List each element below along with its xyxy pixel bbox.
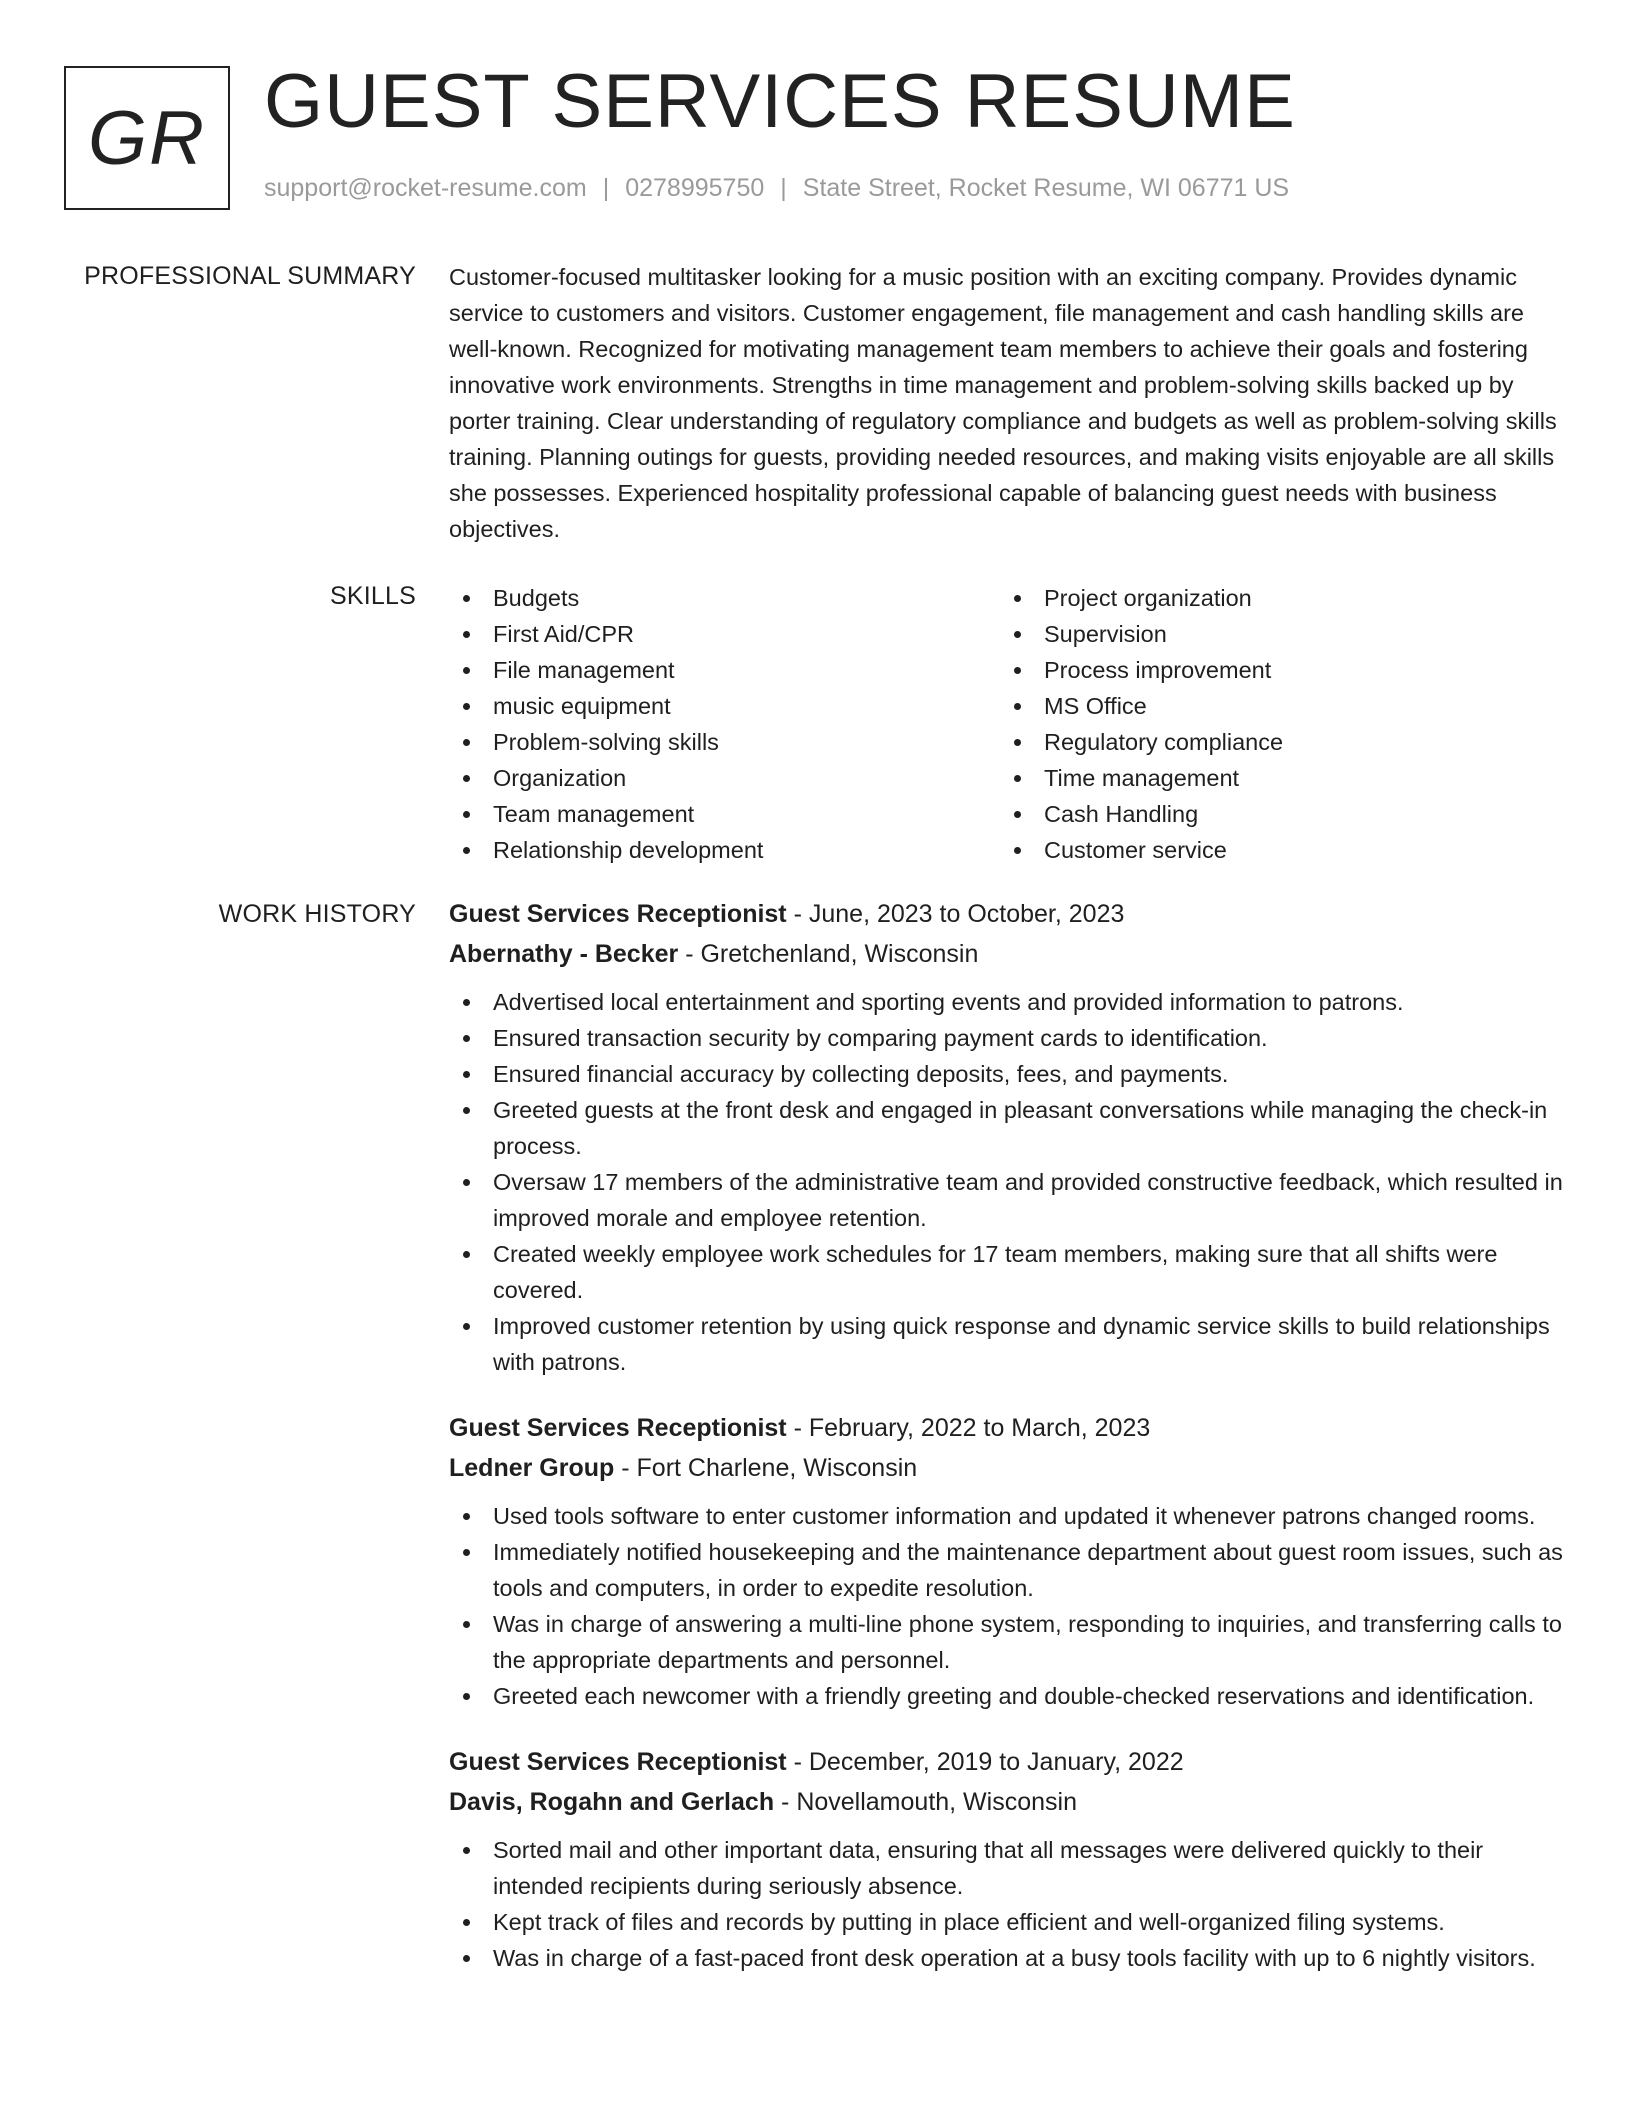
skill-item: Relationship development — [449, 832, 1000, 868]
contact-line — [264, 174, 1289, 203]
job-company: Ledner Group — [449, 1454, 615, 1482]
job-company-line: Davis, Rogahn and Gerlach - Novellamouth, Wisconsin — [449, 1788, 1077, 1816]
skills-body — [449, 582, 1569, 868]
job-bullet: Improved customer retention by using quick response and dynamic service skills to build relationships with patrons. — [449, 1308, 1569, 1380]
skill-item: Supervision — [1000, 616, 1551, 652]
skills-list-right — [1000, 580, 1551, 868]
job-company-line: Ledner Group - Fort Charlene, Wisconsin — [449, 1454, 918, 1482]
job-entry — [449, 1742, 1569, 1976]
job-bullet: Ensured financial accuracy by collecting deposits, fees, and payments. — [449, 1056, 1569, 1092]
skill-item: First Aid/CPR — [449, 616, 1000, 652]
job-bullet: Greeted guests at the front desk and engaged in pleasant conversations while managing the check-in process. — [449, 1092, 1569, 1164]
job-dates: December, 2019 to January, 2022 — [808, 1748, 1184, 1776]
resume-header — [64, 59, 1592, 210]
skills-list-left — [449, 580, 1000, 868]
job-location: Gretchenland, Wisconsin — [700, 940, 979, 968]
job-entry — [449, 1408, 1569, 1714]
job-bullet: Advertised local entertainment and sporting events and provided information to patrons. — [449, 984, 1569, 1020]
job-title-line: Guest Services Receptionist - February, 2022 to March, 2023 — [449, 1414, 1151, 1442]
job-company: Abernathy - Becker — [449, 940, 679, 968]
job-dates: June, 2023 to October, 2023 — [808, 900, 1125, 928]
job-bullet: Ensured transaction security by comparing payment cards to identification. — [449, 1020, 1569, 1056]
skill-item: Time management — [1000, 760, 1551, 796]
work-history-heading: WORK HISTORY — [218, 900, 416, 928]
job-location: Novellamouth, Wisconsin — [796, 1788, 1077, 1816]
skill-item: Problem-solving skills — [449, 724, 1000, 760]
skills-heading: SKILLS — [330, 582, 416, 610]
job-bullets — [449, 1832, 1569, 1976]
job-bullets — [449, 1498, 1569, 1714]
job-bullet: Sorted mail and other important data, ensuring that all messages were delivered quickly to their intended recipients during seriously absence. — [449, 1832, 1569, 1904]
contact-separator: | — [780, 174, 787, 202]
job-title: Guest Services Receptionist — [449, 1748, 787, 1776]
skill-item: Project organization — [1000, 580, 1551, 616]
work-history-body — [449, 894, 1569, 2004]
job-bullet: Created weekly employee work schedules for 17 team members, making sure that all shifts were covered. — [449, 1236, 1569, 1308]
contact-email: support@rocket-resume.com — [264, 174, 587, 202]
job-title-line: Guest Services Receptionist - June, 2023 to October, 2023 — [449, 900, 1125, 928]
summary-heading: PROFESSIONAL SUMMARY — [84, 262, 416, 290]
job-bullet: Was in charge of a fast-paced front desk operation at a busy tools facility with up to 6 nightly visitors. — [449, 1940, 1569, 1976]
job-bullet: Kept track of files and records by putting in place efficient and well-organized filing systems. — [449, 1904, 1569, 1940]
job-bullet: Was in charge of answering a multi-line phone system, responding to inquiries, and transferring calls to the appropriate departments and personnel. — [449, 1606, 1569, 1678]
resume-title: GUEST SERVICES RESUME — [264, 59, 1296, 144]
contact-phone: 0278995750 — [625, 174, 765, 202]
skill-item: Customer service — [1000, 832, 1551, 868]
job-company-line: Abernathy - Becker - Gretchenland, Wisconsin — [449, 940, 979, 968]
skill-item: Cash Handling — [1000, 796, 1551, 832]
skill-item: MS Office — [1000, 688, 1551, 724]
contact-address: State Street, Rocket Resume, WI 06771 US — [802, 174, 1290, 202]
skill-item: File management — [449, 652, 1000, 688]
skill-item: Budgets — [449, 580, 1000, 616]
monogram-badge: GR — [64, 66, 230, 210]
summary-text: Customer-focused multitasker looking for a music position with an exciting company. Provides dynamic service to customers and visitors. Customer engagement, file management and cash handling skills are well-known. Recognized for motivating management team members to achieve their goals and fostering innovative work environments. Strengths in time management and problem-solving skills backed up by porter training. Clear understanding of regulatory compliance and budgets as well as problem-solving skills training. Planning outings for guests, providing needed resources, and making visits enjoyable are all skills she possesses. Experienced hospitality professional capable of balancing guest needs with business objectives. — [449, 264, 1557, 542]
contact-separator: | — [602, 174, 610, 202]
job-company: Davis, Rogahn and Gerlach — [449, 1788, 775, 1816]
skill-item: Regulatory compliance — [1000, 724, 1551, 760]
job-bullets — [449, 984, 1569, 1380]
skills-grid — [449, 580, 1569, 868]
job-location: Fort Charlene, Wisconsin — [636, 1454, 918, 1482]
skill-item: Team management — [449, 796, 1000, 832]
skill-item: Process improvement — [1000, 652, 1551, 688]
skill-item: music equipment — [449, 688, 1000, 724]
skill-item: Organization — [449, 760, 1000, 796]
job-title-line: Guest Services Receptionist - December, 2019 to January, 2022 — [449, 1748, 1184, 1776]
job-bullet: Oversaw 17 members of the administrative team and provided constructive feedback, which resulted in improved morale and employee retention. — [449, 1164, 1569, 1236]
summary-body — [449, 262, 1569, 547]
job-title: Guest Services Receptionist — [449, 1414, 787, 1442]
job-bullet: Immediately notified housekeeping and the maintenance department about guest room issues, such as tools and computers, in order to expedite resolution. — [449, 1534, 1569, 1606]
job-title: Guest Services Receptionist — [449, 900, 787, 928]
job-bullet: Greeted each newcomer with a friendly greeting and double-checked reservations and identification. — [449, 1678, 1569, 1714]
job-bullet: Used tools software to enter customer information and updated it whenever patrons changed rooms. — [449, 1498, 1569, 1534]
job-dates: February, 2022 to March, 2023 — [808, 1414, 1151, 1442]
job-entry — [449, 894, 1569, 1380]
